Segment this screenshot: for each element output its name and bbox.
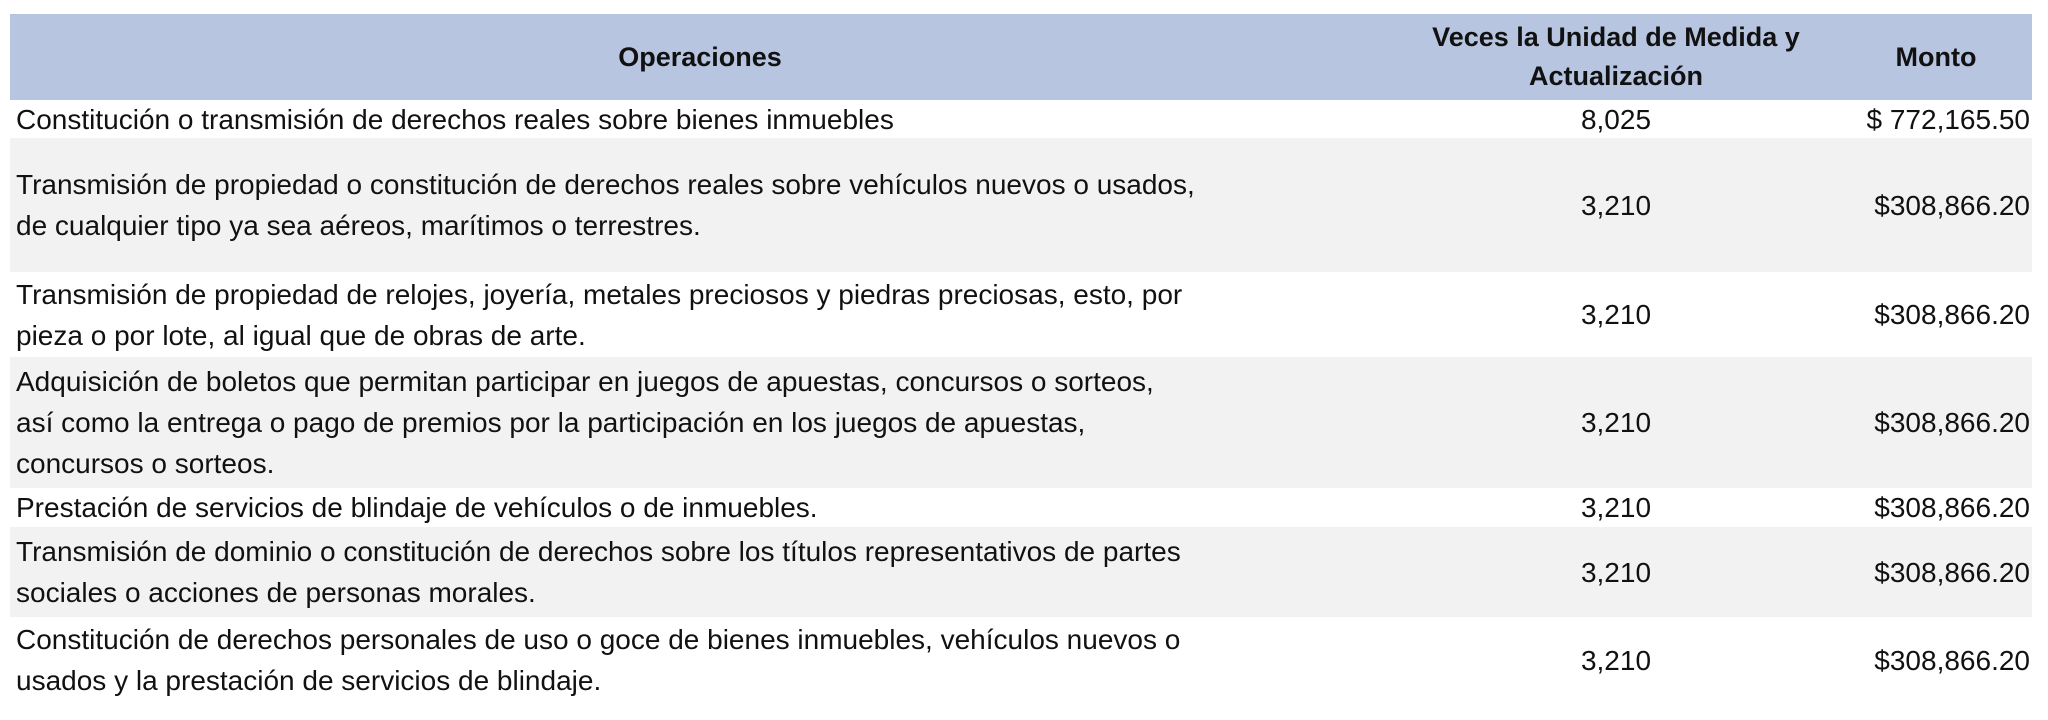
header-monto: Monto [1895, 41, 1977, 72]
uma-cell: 3,210 [1580, 492, 1652, 523]
header-uma: Veces la Unidad de Medida y Actualización [1432, 22, 1800, 91]
table-row [10, 138, 2032, 272]
operation-cell: Prestación de servicios de blindaje de vehículos o de inmuebles. [16, 492, 818, 523]
amount-cell: $308,866.20 [1874, 492, 2030, 523]
amount-cell: $308,866.20 [1874, 299, 2030, 330]
uma-cell: 3,210 [1580, 189, 1652, 221]
operation-cell: Adquisición de boletos que permitan participar en juegos de apuestas, concursos o sorteos, así como la entrega o pago de premios por la participación en los juegos de apuestas, concursos o sorteos. [16, 366, 1154, 479]
amount-cell: $308,866.20 [1874, 556, 2030, 588]
header-operaciones: Operaciones [618, 41, 782, 72]
amount-cell: $308,866.20 [1874, 644, 2030, 676]
uma-cell: 8,025 [1580, 103, 1652, 135]
uma-cell: 3,210 [1580, 299, 1652, 330]
table-row [10, 100, 2032, 138]
amount-cell: $ 772,165.50 [1866, 103, 2030, 135]
operations-table [10, 14, 2032, 703]
amount-cell: $308,866.20 [1874, 189, 2030, 221]
amount-cell: $308,866.20 [1874, 407, 2030, 438]
operation-cell: Transmisión de propiedad de relojes, joyería, metales preciosos y piedras preciosas, esto, por pieza o por lote, al igual que de obras de arte. [16, 278, 1183, 351]
operation-cell: Constitución de derechos personales de uso o goce de bienes inmuebles, vehículos nuevos o usados y la prestación de servicios de blindaje. [16, 624, 1181, 696]
table-row [10, 357, 2032, 488]
operation-cell: Constitución o transmisión de derechos reales sobre bienes inmuebles [16, 103, 894, 135]
table-header-row [10, 14, 2032, 100]
operation-cell: Transmisión de dominio o constitución de derechos sobre los títulos representativos de partes sociales o acciones de personas morales. [16, 536, 1181, 608]
operation-cell: Transmisión de propiedad o constitución de derechos reales sobre vehículos nuevos o usados, de cualquier tipo ya sea aéreos, marítimos o terrestres. [16, 169, 1195, 241]
table-row [10, 617, 2032, 703]
uma-cell: 3,210 [1580, 407, 1652, 438]
uma-cell: 3,210 [1580, 644, 1652, 676]
table-row [10, 272, 2032, 357]
table-row [10, 488, 2032, 527]
table-row [10, 527, 2032, 617]
uma-cell: 3,210 [1580, 556, 1652, 588]
